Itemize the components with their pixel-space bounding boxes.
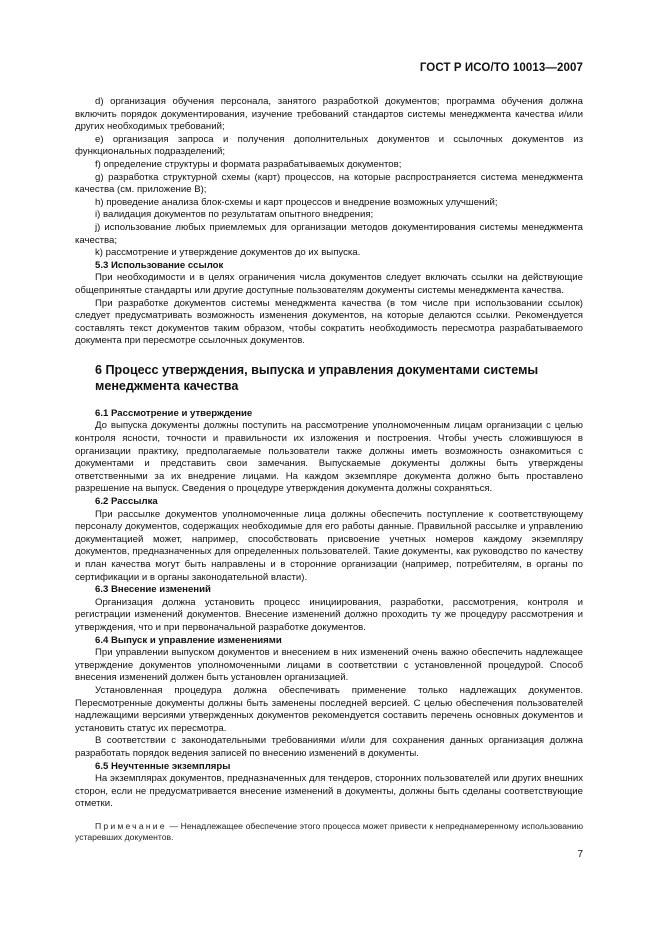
paragraph: На экземплярах документов, предназначенных для тендеров, сторонних пользователей или других внешних сторон, если не предусматривается внесение изменений в документы, должны быть сделаны соответствующие отметки.	[75, 773, 583, 810]
list-item: e) организация запроса и получения дополнительных документов и ссылочных документов из функциональных подразделений;	[75, 133, 583, 158]
paragraph: При разработке документов системы менеджмента качества (в том числе при использовании ссылок) следует предусматривать возможность изменения документов, на которые делаются ссылки. Рекомендуется составлять текст документов таким образом, чтобы сократить необходимость пересмотра разрабатываемого документа при пересмотре ссылочных документов.	[75, 297, 583, 347]
paragraph: При необходимости и в целях ограничения числа документов следует включать ссылки на действующие общепринятые стандарты или другие доступные пользователям документы системы менеджмента качества.	[75, 272, 583, 296]
section-6-5-heading: 6.5 Неучтенные экземпляры	[95, 760, 231, 772]
page-number: 7	[577, 849, 583, 860]
section-6-1-heading: 6.1 Рассмотрение и утверждение	[95, 407, 253, 419]
note-text: — Ненадлежащее обеспечение этого процесса может привести к непреднамеренному использованию устаревших документов.	[75, 820, 584, 843]
list-item: i) валидация документов по результатам опытного внедрения;	[95, 209, 374, 221]
list-item: j) использование любых приемлемых для организации методов документирования системы менеджмента качества;	[75, 221, 583, 246]
list-item: f) определение структуры и формата разрабатываемых документов;	[95, 158, 402, 170]
section-5-3-heading: 5.3 Использование ссылок	[95, 259, 224, 271]
list-item: h) проведение анализа блок-схемы и карт процессов и внедрение возможных улучшений;	[95, 196, 498, 208]
paragraph: При управлении выпуском документов и внесением в них изменений очень важно обеспечить надлежащее утверждение документов уполномоченными лицами в соответствии с установленной процедурой. Способ внесения изменений должен быть установлен организацией.	[75, 647, 583, 684]
section-6-3-heading: 6.3 Внесение изменений	[95, 584, 211, 596]
page-content	[75, 96, 583, 844]
list-item: g) разработка структурной схемы (карт) процессов, на которые распространяется система менеджмента качества (см. приложение В);	[75, 171, 583, 196]
section-6-4-heading: 6.4 Выпуск и управление изменениями	[95, 634, 282, 646]
note	[75, 821, 583, 844]
list-item: k) рассмотрение и утверждение документов до их выпуска.	[95, 247, 361, 259]
document-header: ГОСТ Р ИСО/ТО 10013—2007	[419, 62, 583, 74]
section-6-heading: 6 Процесс утверждения, выпуска и управления документами системы менеджмента качества	[95, 362, 539, 393]
paragraph: При рассылке документов уполномоченные лица должны обеспечить поступление к соответствующему персоналу документов, содержащих необходимые для его работы данные. Правильной рассылке и управлению документацией может, например, способствовать присвоение учетных номеров каждому экземпляру документов, предназначенных для определенных пользователей. Такие документы, как руководство по качеству и план качества могут быть направлены и в сторонние организации (например, потребителям, в органы по сертификации и в органы законодательной власти).	[75, 508, 583, 583]
paragraph: Установленная процедура должна обеспечивать применение только надлежащих документов. Пересмотренные документы должны быть заменены последней версией. С целью обеспечения пользователей надлежащими версиями утвержденных документов рекомендуется составить перечень основных документов и установить статус их пересмотра.	[75, 684, 583, 734]
paragraph: В соответствии с законодательными требованиями и/или для сохранения данных организация должна разработать порядок ведения записей по внесению изменений в документы.	[75, 735, 583, 759]
list-item: d) организация обучения персонала, занятого разработкой документов; программа обучения должна включить порядок документирования, изучение требований стандартов системы менеджмента качества и/или других необходимых требований;	[75, 96, 583, 133]
paragraph: Организация должна установить процесс инициирования, разработки, рассмотрения, контроля и регистрации изменений документов. Внесение изменений должно проходить ту же процедуру рассмотрения и утверждения, что и при первоначальной разработке документов.	[75, 596, 583, 633]
section-6-2-heading: 6.2 Рассылка	[95, 496, 158, 508]
paragraph: До выпуска документы должны поступить на рассмотрение уполномоченным лицам организации с целью контроля ясности, точности и правильности их изложения и построения. Чтобы учесть сложившуюся в организации практику, предполагаемые пользователи также должны иметь возможность ознакомиться с документами и представить свои замечания. Выпускаемые документы должны быть утверждены ответственными за их внедрение лицами. На каждом экземпляре документа должно быть проставлено разрешение на выпуск. Сведения о процедуре утверждения документа должны сохраняться.	[75, 420, 583, 495]
note-label: Примечание	[95, 820, 167, 831]
